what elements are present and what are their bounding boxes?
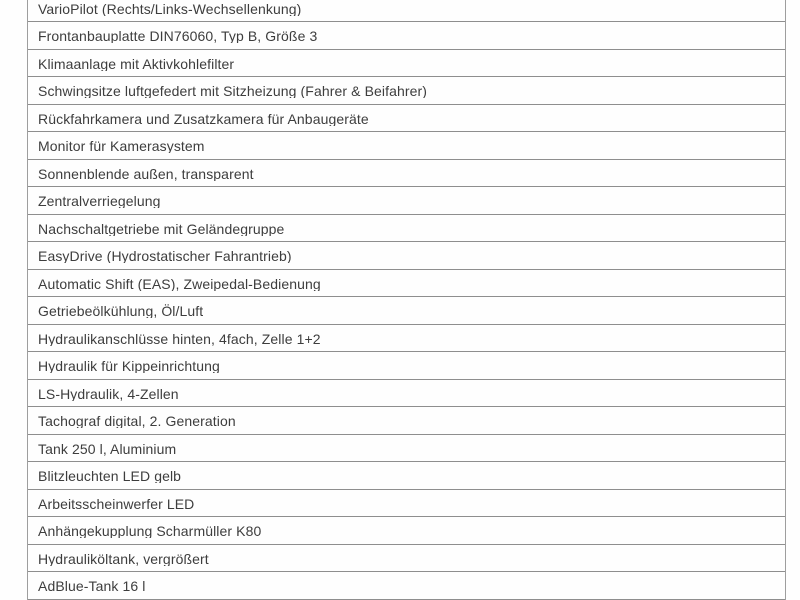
row-label: Sonnenblende außen, transparent: [38, 166, 254, 181]
row-label: Klimaanlage mit Aktivkohlefilter: [38, 56, 235, 71]
row-label: Getriebeölkühlung, Öl/Luft: [38, 304, 204, 319]
row-label: Tank 250 l, Aluminium: [38, 441, 177, 456]
table-row: [28, 545, 785, 573]
table-row: [28, 105, 785, 133]
table-row: [28, 242, 785, 270]
table-row: [28, 380, 785, 408]
row-label: Schwingsitze luftgefedert mit Sitzheizung (Fahrer & Beifahrer): [38, 84, 428, 99]
table-row: [28, 50, 785, 78]
row-label: Anhängekupplung Scharmüller K80: [38, 524, 262, 539]
row-label: Automatic Shift (EAS), Zweipedal-Bedienung: [38, 276, 321, 291]
row-label: Arbeitsscheinwerfer LED: [38, 496, 195, 511]
table-row: [28, 407, 785, 435]
table-row: [28, 462, 785, 490]
table-row: [28, 270, 785, 298]
table-row: [28, 490, 785, 518]
row-label: LS-Hydraulik, 4-Zellen: [38, 386, 179, 401]
row-label: AdBlue-Tank 16 l: [38, 579, 146, 594]
table-row: [28, 22, 785, 50]
row-label: Monitor für Kamerasystem: [38, 139, 205, 154]
table-row: [28, 435, 785, 463]
table-row: [28, 132, 785, 160]
row-label: Rückfahrkamera und Zusatzkamera für Anbaugeräte: [38, 111, 369, 126]
table-row: [28, 352, 785, 380]
row-label: Frontanbauplatte DIN76060, Typ B, Größe 3: [38, 29, 318, 44]
table-row: [28, 187, 785, 215]
table-row: [28, 0, 785, 22]
row-label: Nachschaltgetriebe mit Geländegruppe: [38, 221, 285, 236]
table-row: [28, 160, 785, 188]
equipment-table: [27, 0, 786, 600]
table-row: [28, 297, 785, 325]
row-label: Zentralverriegelung: [38, 194, 161, 209]
table-row: [28, 77, 785, 105]
table-row: [28, 325, 785, 353]
row-label: Hydraulikanschlüsse hinten, 4fach, Zelle 1+2: [38, 331, 321, 346]
row-label: EasyDrive (Hydrostatischer Fahrantrieb): [38, 249, 292, 264]
row-label: VarioPilot (Rechts/Links-Wechsellenkung): [38, 1, 302, 16]
row-label: Blitzleuchten LED gelb: [38, 469, 182, 484]
row-label: Tachograf digital, 2. Generation: [38, 414, 236, 429]
table-row: [28, 572, 785, 600]
row-label: Hydrauliköltank, vergrößert: [38, 551, 209, 566]
row-label: Hydraulik für Kippeinrichtung: [38, 359, 220, 374]
table-row: [28, 517, 785, 545]
table-row: [28, 215, 785, 243]
